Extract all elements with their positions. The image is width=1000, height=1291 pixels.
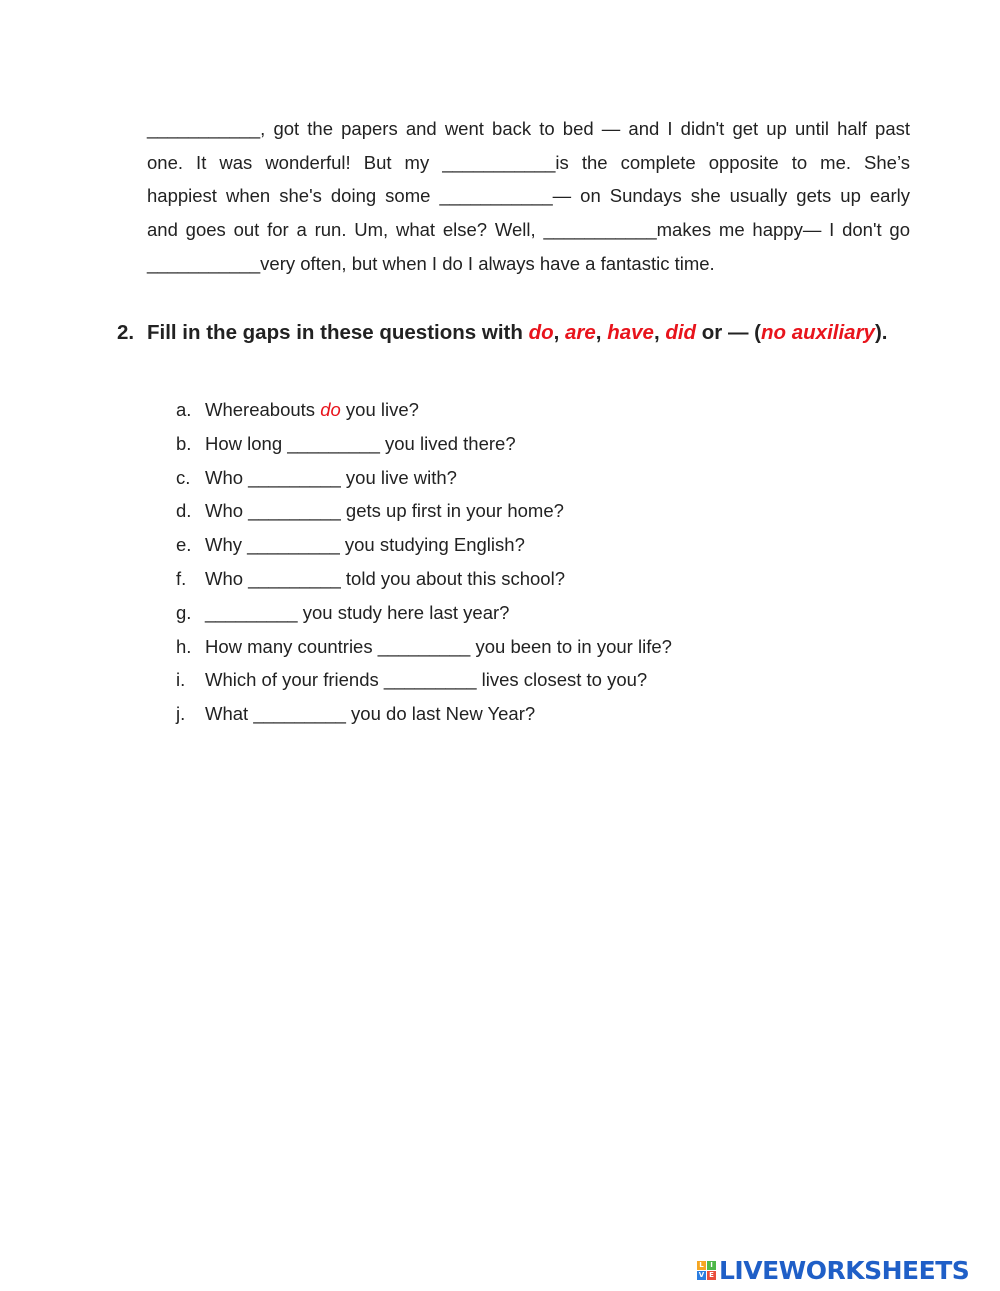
item-text: Who _________ gets up first in your home?: [205, 500, 564, 522]
paragraph-line: ___________very often, but when I do I always have a fantastic time.: [147, 252, 715, 274]
logo-blocks-icon: [697, 1261, 716, 1280]
item-text: Who _________ told you about this school?: [205, 567, 565, 589]
instruction-text: or — (: [696, 321, 762, 344]
item-letter: d.: [176, 500, 192, 522]
item-letter: h.: [176, 635, 192, 657]
option-are: are: [565, 321, 596, 344]
logo-block: I: [707, 1261, 716, 1270]
item-text: _________ you study here last year?: [205, 601, 510, 623]
item-text-after: you live?: [340, 399, 419, 420]
option-no-auxiliary: no auxiliary: [761, 321, 875, 344]
item-text-before: Whereabouts: [205, 399, 321, 420]
item-letter: a.: [176, 399, 192, 420]
reading-paragraph: [147, 112, 910, 281]
option-have: have: [607, 321, 654, 344]
paragraph-line: happiest when she's doing some ___________— on Sundays she usually gets up early: [147, 185, 910, 207]
paragraph-line: one. It was wonderful! But my ___________is the complete opposite to me. She’s: [147, 151, 910, 173]
item-text: Which of your friends _________ lives closest to you?: [205, 669, 648, 691]
question-instruction: [147, 314, 907, 352]
item-text: Why _________ you studying English?: [205, 534, 525, 556]
item-letter: f.: [176, 567, 187, 589]
instruction-text: ).: [874, 321, 888, 344]
item-text: Who _________ you live with?: [205, 466, 457, 488]
item-letter: e.: [176, 534, 192, 556]
logo-block: E: [707, 1271, 716, 1280]
separator: ,: [553, 321, 566, 344]
item-letter: g.: [176, 601, 192, 623]
option-do: do: [528, 321, 554, 344]
item-text: How many countries _________ you been to in your life?: [205, 635, 672, 657]
item-text: How long _________ you lived there?: [205, 432, 516, 454]
separator: ,: [595, 321, 608, 344]
item-letter: b.: [176, 432, 192, 454]
instruction-text: Fill in the gaps in these questions with: [147, 321, 529, 344]
item-text: What _________ you do last New Year?: [205, 703, 536, 725]
option-did: did: [665, 321, 697, 344]
separator: ,: [653, 321, 666, 344]
item-text: [205, 393, 419, 427]
example-answer: do: [320, 399, 341, 420]
logo-block: V: [698, 1270, 705, 1279]
item-letter: i.: [176, 669, 186, 691]
question-number: 2.: [117, 321, 135, 344]
item-letter: j.: [176, 703, 186, 725]
logo-wordmark: LIVEWORKSHEETS: [719, 1255, 970, 1285]
paragraph-line: ___________, got the papers and went back to bed — and I didn't get up until half past: [147, 118, 910, 139]
paragraph-line: and goes out for a run. Um, what else? Well, ___________makes me happy— I don't go: [147, 219, 910, 241]
liveworksheets-logo: [697, 1254, 969, 1286]
item-letter: c.: [176, 466, 191, 488]
logo-block: L: [697, 1261, 706, 1270]
